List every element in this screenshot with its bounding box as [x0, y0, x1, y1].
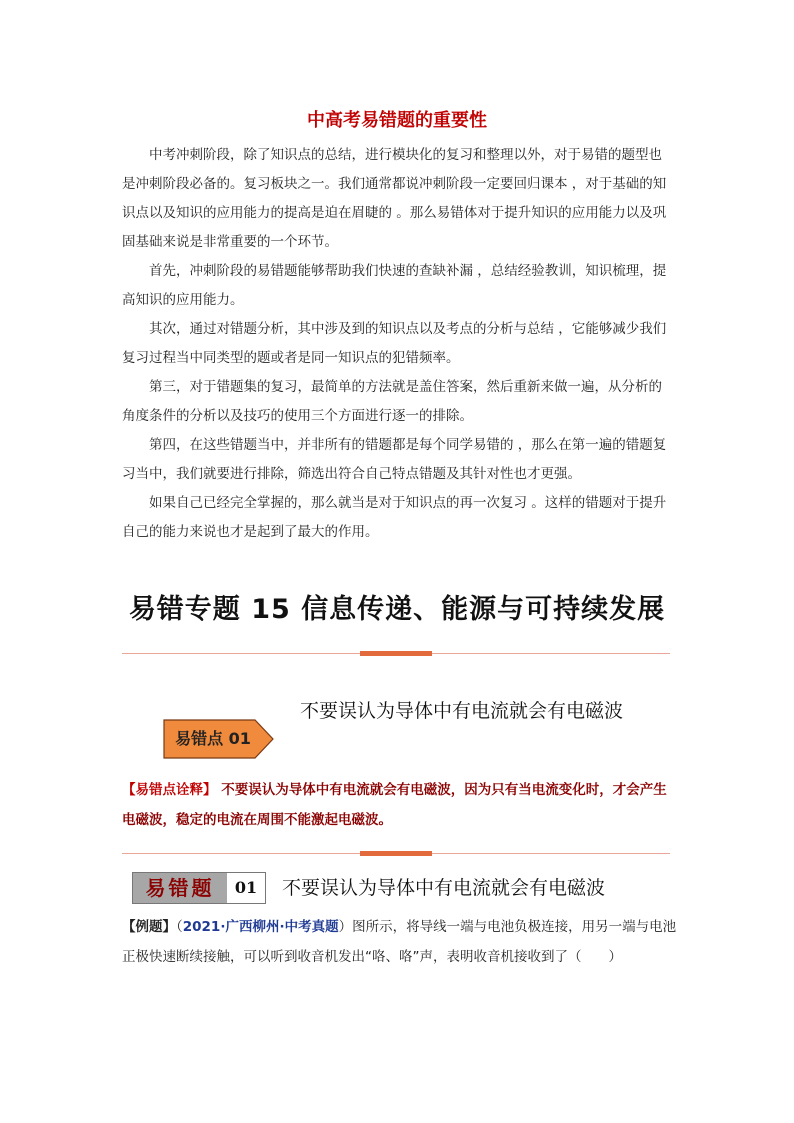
intro-paragraph-6: 如果自己已经完全掌握的，那么就当是对于知识点的再一次复习 。这样的错题对于提升自己的能力来说也才是起到了最大的作用。: [122, 495, 667, 540]
divider-accent-2: [360, 851, 432, 856]
intro-paragraph-4: 第三，对于错题集的复习，最简单的方法就是盖住答案，然后重新来做一遍，从分析的角度条件的分析以及技巧的使用三个方面进行逐一的排除。: [122, 379, 662, 424]
explain-label: 【易错点诠释】: [122, 782, 217, 798]
question-tag-number: 01: [234, 878, 258, 897]
intro-paragraph-1: 中考冲刺阶段，除了知识点的总结，进行模块化的复习和整理以外，对于易错的题型也是冲刺阶段必备的。复习板块之一。我们通常都说冲刺阶段一定要回归课本 ，对于基础的知识点以及知识的应用能力的提高是迫在眉睫的 。那么易错体对于提升知识的应用能力以及巩固基础来说是非常重要的一个环节。: [122, 147, 667, 250]
intro-paragraph-2: 首先，冲刺阶段的易错题能够帮助我们快速的查缺补漏 ，总结经验教训，知识梳理，提高知识的应用能力。: [122, 263, 667, 308]
question-tag-label: 易错题: [133, 873, 227, 903]
error-point-tag: [163, 719, 275, 759]
question-tag: [132, 872, 266, 904]
explain-text: 不要误认为导体中有电流就会有电磁波，因为只有当电流变化时，才会产生电磁波，稳定的电流在周围不能激起电磁波。: [122, 782, 667, 828]
error-point-label: 易错点 01: [175, 729, 251, 748]
intro-paragraph-3: 其次，通过对错题分析，其中涉及到的知识点以及考点的分析与总结 ，它能够减少我们复习过程当中同类型的题或者是同一知识点的犯错频率。: [122, 321, 667, 366]
example-question: 【例题】（2021·广西柳州·中考真题）图所示，将导线一端与电池负极连接，用另一端与电池正极快速断续接触，可以听到收音机发出“咯、咯”声，表明收音机接收到了（ ）: [122, 919, 677, 965]
intro-paragraph-5: 第四，在这些错题当中，并非所有的错题都是每个同学易错的 ，那么在第一遍的错题复习当中，我们就要进行排除，筛选出符合自己特点错题及其针对性也才更强。: [122, 437, 667, 482]
intro-title: 中高考易错题的重要性: [307, 110, 487, 131]
error-point-heading: 不要误认为导体中有电流就会有电磁波: [300, 700, 624, 722]
example-label: 【例题】: [122, 919, 176, 935]
topic-title: 易错专题 15 信息传递、能源与可持续发展: [128, 594, 666, 625]
example-source: 2021·广西柳州·中考真题: [182, 919, 339, 935]
divider-accent: [360, 651, 432, 656]
error-point-explanation: [122, 775, 678, 835]
example-text: 图所示，将导线一端与电池负极连接，用另一端与电池正极快速断续接触，可以听到收音机发出“咯、咯”声，表明收音机接收到了（ ）: [122, 919, 677, 965]
question-heading: 不要误认为导体中有电流就会有电磁波: [282, 877, 606, 899]
